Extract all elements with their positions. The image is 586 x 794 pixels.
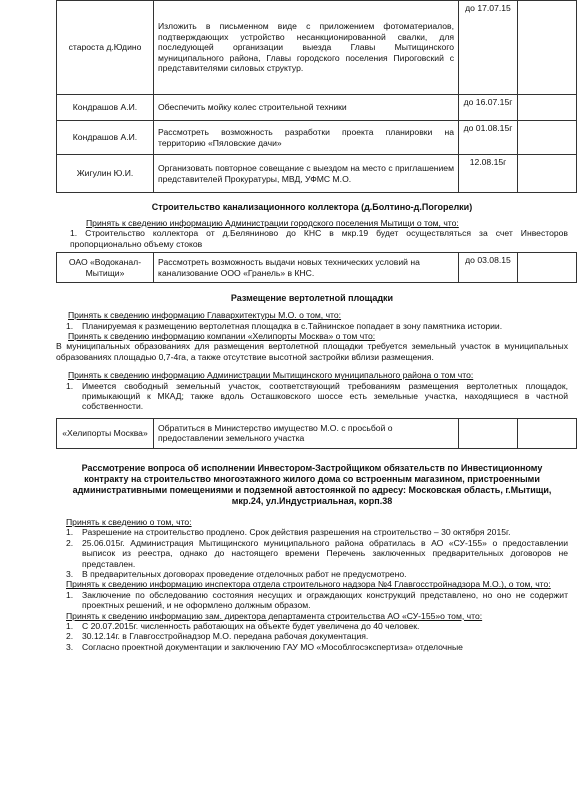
table-row: [57, 95, 577, 121]
task-cell: Рассмотреть возможность выдачи новых технических условий на канализование ООО «Гранель» в КНС.: [154, 253, 459, 283]
task-cell: Обратиться в Министерство имущество М.О. с просьбой о предоставлении земельного участка: [154, 418, 459, 448]
section-intro: Принять к сведению информацию зам. директора департамента строительства АО «СУ-155»о том, что:: [66, 610, 483, 621]
deadline-cell: [459, 418, 518, 448]
paragraph: В муниципальных образованиях для размещения вертолетной площадки требуется земельный участок в муниципальных образованиях площадью 0,7-4га, а также отсутствие высотной застройки вблизи размещения.: [56, 341, 568, 362]
list: [56, 527, 568, 579]
section-intro: Принять к сведению информацию Администрации Мытищинского муниципального района о том что:: [68, 370, 474, 381]
deadline-cell: до 01.08.15г: [459, 121, 518, 155]
list-item-number: 2.: [66, 631, 74, 642]
responsible-cell: Кондрашов А.И.: [57, 95, 154, 121]
list-item-text: Заключение по обследованию состояния несущих и ограждающих конструкций представлено, но оно не содержит проектных решений, и не оформлено должным образом.: [82, 589, 568, 611]
list-item-number: 1.: [66, 620, 74, 631]
table-row: [57, 155, 577, 193]
responsible-cell: «Хелипорты Москва»: [57, 418, 154, 448]
section-title: Рассмотрение вопроса об исполнении Инвестором-Застройщиком обязательств по Инвестиционному контракту на строительство многоэтажного жилого дома со встроенным магазином, пристроенными административными помещениями и подземной автостоянкой по адресу: Московская область, г.Мытищи, мкр.24, ул.Индустриальная, корп.38: [72, 462, 552, 506]
list-item-number: 2.: [66, 537, 74, 548]
list-item-text: 30.12.14г. в Главгосстройнадзор М.О. передана рабочая документация.: [82, 631, 369, 642]
list-item-text: Разрешение на строительство продлено. Срок действия разрешения на строительство – 30 октября 2015г.: [82, 527, 511, 538]
tasks-table-3: [56, 418, 577, 449]
section-intro: Принять к сведению информацию компании «Хелипорты Москва» о том что:: [68, 331, 376, 342]
list-item: 1. Строительство коллектора от д.Беляниново до КНС в мкр.19 будет осуществляться за счет Инвесторов пропорционально объему стоков: [70, 228, 568, 249]
section-intro: Принять к сведению информацию инспектора отдела строительного надзора №4 Главгосстройнадзора М.О.), о том, что:: [66, 579, 551, 590]
empty-cell: [518, 253, 577, 283]
list-item-number: 1.: [66, 589, 74, 600]
deadline-cell: до 03.08.15: [459, 253, 518, 283]
list-item-text: 25.06.015г. Администрация Мытищинского муниципального района обратилась в АО «СУ-155» о предоставлении выписок из реестра, однако до настоящего времени Перечень заключенных предварительных договоров не представлен.: [82, 537, 568, 569]
list-item-text: С 20.07.2015г. численность работающих на объекте будет увеличена до 40 человек.: [82, 620, 420, 631]
list-item-number: 3.: [66, 641, 74, 652]
list-item-text: В предварительных договорах проведение отделочных работ не предусмотрено.: [82, 568, 407, 579]
empty-cell: [518, 1, 577, 95]
deadline-cell: 12.08.15г: [459, 155, 518, 193]
list-item: 1. Имеется свободный земельный участок, соответствующий требованиям размещения вертолетных площадок, примыкающий к МКАД; также вдоль Осташковского шоссе есть земельные участка, находящиеся в частной собственности.: [66, 380, 568, 412]
responsible-cell: ОАО «Водоканал-Мытищи»: [57, 253, 154, 283]
task-cell: Рассмотреть возможность разработки проекта планировки на территорию «Пяловские дачи»: [154, 121, 459, 155]
list-item: [56, 590, 568, 611]
table-row: [57, 418, 577, 448]
list-item: [56, 527, 568, 537]
empty-cell: [518, 155, 577, 193]
deadline-cell: до 16.07.15г: [459, 95, 518, 121]
document-page: [56, 0, 568, 652]
empty-cell: [518, 95, 577, 121]
section-intro: Принять к сведению информацию Администрации городского поселения Мытищи о том, что:: [86, 218, 459, 228]
deadline-cell: до 17.07.15: [459, 1, 518, 95]
section-intro: Принять к сведению информацию Главархитектуры М.О. о том, что:: [68, 310, 342, 321]
list-item: [56, 631, 568, 641]
section-title: Строительство канализационного коллектора (д.Болтино-д.Погорелки): [151, 202, 473, 212]
table-row: [57, 253, 577, 283]
list-item-text: Согласно проектной документации и заключению ГАУ МО «Мособлгосэкспертиза» отделочные: [82, 641, 463, 652]
empty-cell: [518, 121, 577, 155]
list-item: 1. Планируемая к размещению вертолетная площадка в с.Тайнинское попадает в зону памятника истории.: [66, 320, 503, 331]
list-item-number: 3.: [66, 568, 74, 579]
list-item-number: 1.: [66, 527, 74, 538]
list-item: [56, 621, 568, 631]
section-intro: Принять к сведению о том, что:: [66, 516, 192, 527]
list: [56, 621, 568, 652]
task-cell: Изложить в письменном виде с приложением фотоматериалов, подтверждающих устройство несанкционированной свалки, для последующей организации выезда Главы Мытищинского муниципального района, Главы городского поселения Пироговский с представителями силовых структур.: [154, 1, 459, 95]
task-cell: Обеспечить мойку колес строительной техники: [154, 95, 459, 121]
table-row: [57, 1, 577, 95]
responsible-cell: староста д.Юдино: [57, 1, 154, 95]
list-item: [56, 538, 568, 569]
list: [56, 590, 568, 611]
tasks-table-2: [56, 252, 577, 283]
list-item: [56, 569, 568, 579]
task-cell: Организовать повторное совещание с выездом на место с приглашением представителей Прокуратуры, МВД, УФМС М.О.: [154, 155, 459, 193]
empty-cell: [518, 418, 577, 448]
table-row: [57, 121, 577, 155]
section-title: Размещение вертолетной площадки: [230, 293, 394, 304]
list-item: [56, 642, 568, 652]
responsible-cell: Кондрашов А.И.: [57, 121, 154, 155]
responsible-cell: Жигулин Ю.И.: [57, 155, 154, 193]
tasks-table-1: [56, 0, 577, 193]
